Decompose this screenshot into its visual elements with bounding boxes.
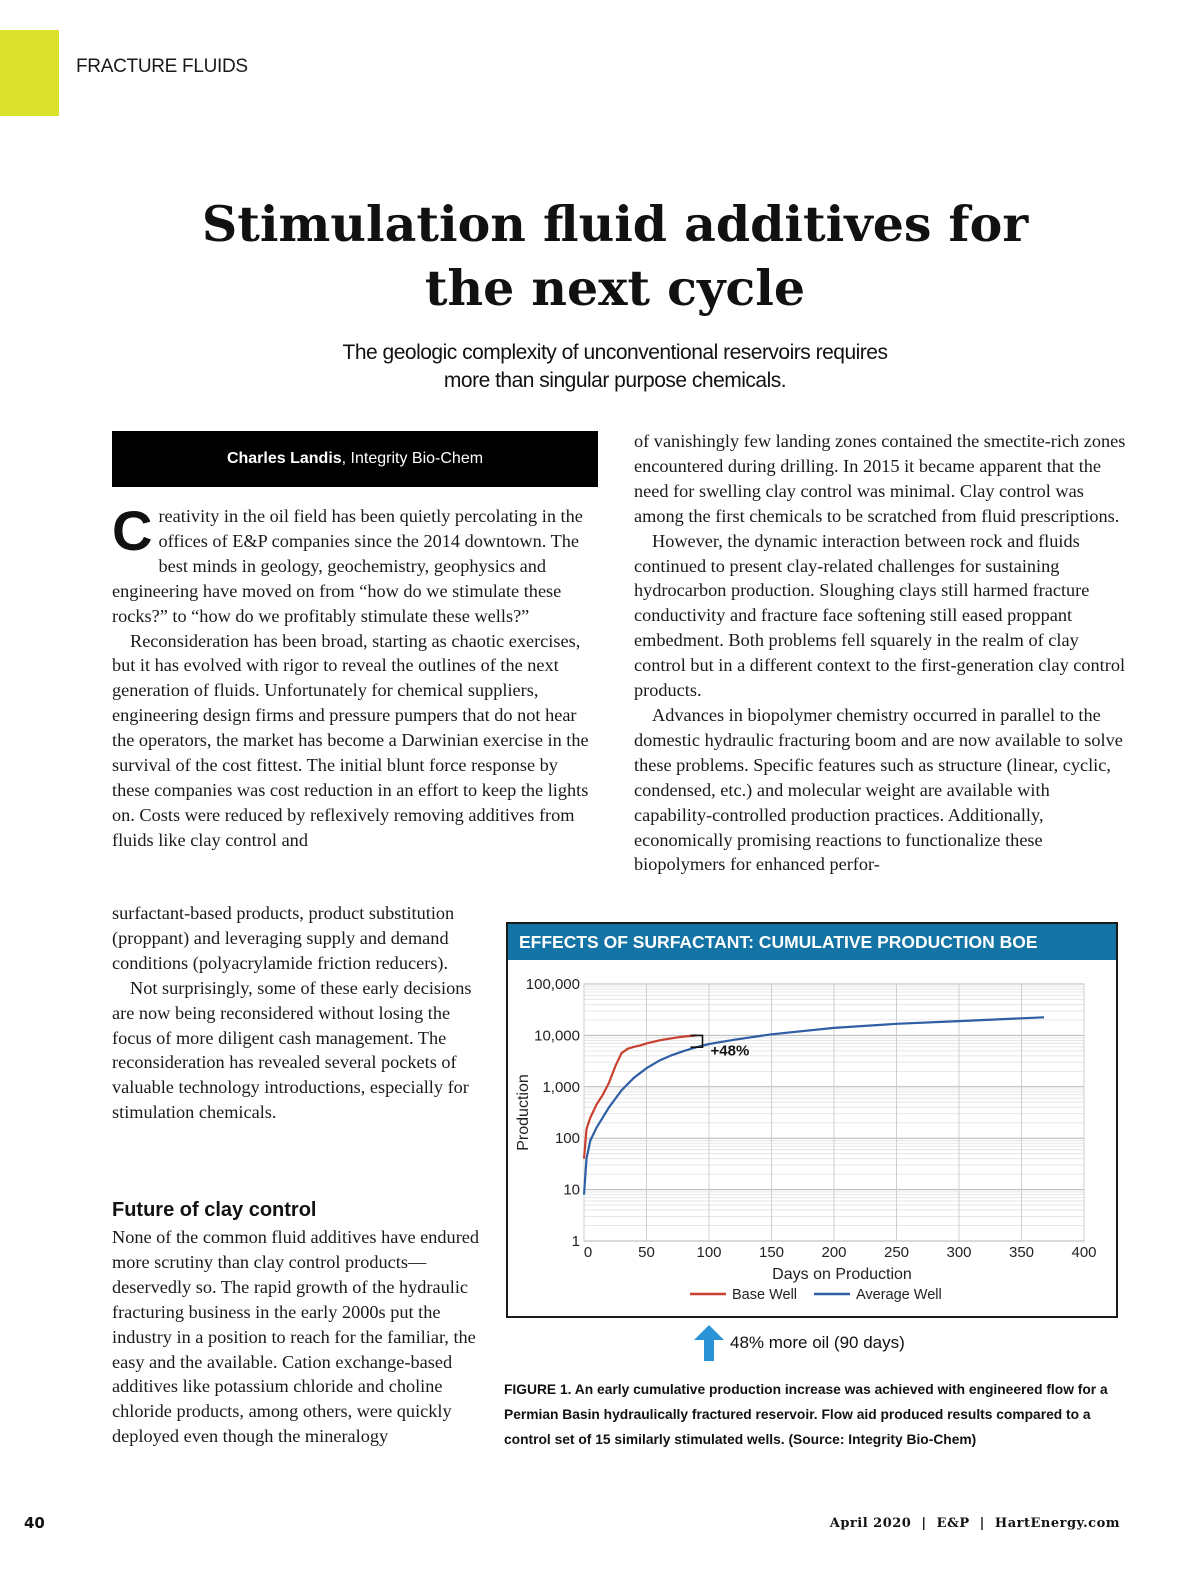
paragraph-3: Not surprisingly, some of these early decisions are now being reconsidered without losing the focus of more diligent cash management. The reconsideration has revealed several pockets of valuable technology introductions, especially for stimulation chemicals. bbox=[112, 977, 472, 1123]
arrow-note bbox=[694, 1325, 905, 1361]
article-title bbox=[0, 192, 1200, 320]
footer: April 2020 | E&P | HartEnergy.com bbox=[829, 1516, 1120, 1531]
x-tick-label: 350 bbox=[1008, 1244, 1035, 1261]
x-tick-label: 150 bbox=[758, 1244, 785, 1261]
article-subtitle bbox=[0, 339, 1200, 395]
drop-cap: C bbox=[112, 499, 153, 562]
x-tick-label: 400 bbox=[1071, 1244, 1097, 1261]
paragraph-2-continued: surfactant-based products, product substitution (proppant) and leveraging supply and demand conditions (polyacrylamide friction reducers). bbox=[112, 903, 455, 973]
x-tick-label: 100 bbox=[696, 1244, 722, 1261]
up-arrow-icon bbox=[694, 1325, 724, 1361]
section-label: FRACTURE FLUIDS bbox=[76, 56, 248, 77]
y-tick-label: 100,000 bbox=[525, 976, 580, 993]
annotation-label: +48% bbox=[710, 1042, 750, 1060]
title-line-1: Stimulation fluid additives for bbox=[201, 195, 1029, 253]
legend-label-base-well: Base Well bbox=[732, 1287, 798, 1303]
subtitle-line-1: The geologic complexity of unconventional reservoirs requires bbox=[342, 341, 888, 364]
column-2 bbox=[634, 429, 1126, 877]
col2-paragraph-3: Advances in biopolymer chemistry occurred in parallel to the domestic hydraulic fracturing boom and are now available to solve these problems. Specific features such as structure (linear, cyclic, condensed, etc.) and molecular weight are available with capability-controlled production practices. Additionally, economically promising reactions to functionalize these biopolymers for enhanced perfor- bbox=[634, 704, 1123, 875]
caption-lead: FIGURE 1. bbox=[504, 1382, 572, 1397]
y-axis-label: Production bbox=[515, 1074, 532, 1151]
column-1-bottom bbox=[112, 1225, 484, 1449]
paragraph-1-text: reativity in the oil field has been quietly percolating in the offices of E&P companies since the 2014 downtown. The best minds in geology, geochemistry, geophysics and engineering have moved on from “how do we stimulate these rocks?” to “how do we profitably stimulate these wells?” bbox=[112, 506, 583, 626]
y-tick-label: 100 bbox=[554, 1130, 580, 1148]
legend-label-average-well: Average Well bbox=[856, 1287, 942, 1303]
x-tick-label: 250 bbox=[883, 1244, 910, 1261]
column-1-middle bbox=[112, 901, 484, 1125]
col2-paragraph-2: However, the dynamic interaction between rock and fluids continued to present clay-related challenges for sustaining hydrocarbon production. Sloughing clays still harmed fracture conductivity and fracture face softening still eased proppant embedment. Both problems fell squarely in the realm of clay control but in a different context to the first-generation clay control products. bbox=[634, 530, 1126, 701]
y-tick-label: 1 bbox=[571, 1233, 580, 1250]
chart-svg bbox=[508, 924, 1116, 1316]
x-tick-label: 300 bbox=[946, 1244, 972, 1261]
figure-chart bbox=[506, 922, 1118, 1318]
page-number: 40 bbox=[24, 1514, 45, 1532]
author-affiliation: , Integrity Bio-Chem bbox=[341, 450, 484, 467]
title-line-2: the next cycle bbox=[424, 259, 806, 317]
arrow-note-text: 48% more oil (90 days) bbox=[730, 1333, 905, 1352]
author-name: Charles Landis bbox=[226, 450, 342, 467]
paragraph-1 bbox=[112, 499, 598, 629]
paragraph-2: Reconsideration has been broad, starting as chaotic exercises, but it has evolved with rigor to reveal the outlines of the next generation of fluids. Unfortunately for chemical suppliers, engineering design firms and pressure pumpers that do not hear the operators, the market has become a Darwinian exercise in the survival of the cost fittest. The initial blunt force response by these companies was cost reduction in an effort to keep the lights on. Costs were reduced by reflexively removing additives from fluids like clay control and bbox=[112, 630, 589, 850]
x-tick-label: 50 bbox=[638, 1244, 655, 1261]
column-1-top bbox=[112, 499, 598, 853]
subheading: Future of clay control bbox=[112, 1199, 317, 1221]
y-tick-label: 10,000 bbox=[534, 1027, 580, 1045]
caption-text: An early cumulative production increase was achieved with engineered flow for a Permian Basin hydraulically fractured reservoir. Flow aid produced results compared to a control set of 15 similarly stimulated wells. (Source: Integrity Bio-Chem) bbox=[504, 1382, 1108, 1447]
byline bbox=[112, 431, 598, 487]
paragraph-4: None of the common fluid additives have endured more scrutiny than clay control products—deservedly so. The rapid growth of the hydraulic fracturing business in the early 2000s put the industry in a position to reach for the familiar, the easy and the available. Cation exchange-based additives like potassium chloride and choline chloride products, among others, were quickly deployed even though the mineralogy bbox=[112, 1227, 480, 1447]
subtitle-line-2: more than singular purpose chemicals. bbox=[443, 369, 787, 392]
y-tick-label: 1,000 bbox=[542, 1078, 580, 1096]
figure-caption bbox=[504, 1377, 1124, 1452]
x-tick-label: 200 bbox=[821, 1244, 847, 1261]
x-tick-label: 0 bbox=[583, 1244, 593, 1261]
chart-title: EFFECTS OF SURFACTANT: CUMULATIVE PRODUCTION BOE bbox=[508, 924, 1116, 960]
section-color-tab bbox=[0, 30, 59, 116]
col2-paragraph-1: of vanishingly few landing zones contained the smectite-rich zones encountered during drilling. In 2015 it became apparent that the need for swelling clay control was minimal. Clay control was among the first chemicals to be scratched from fluid prescriptions. bbox=[634, 431, 1126, 526]
y-tick-label: 10 bbox=[563, 1181, 580, 1199]
x-axis-label: Days on Production bbox=[772, 1266, 912, 1283]
